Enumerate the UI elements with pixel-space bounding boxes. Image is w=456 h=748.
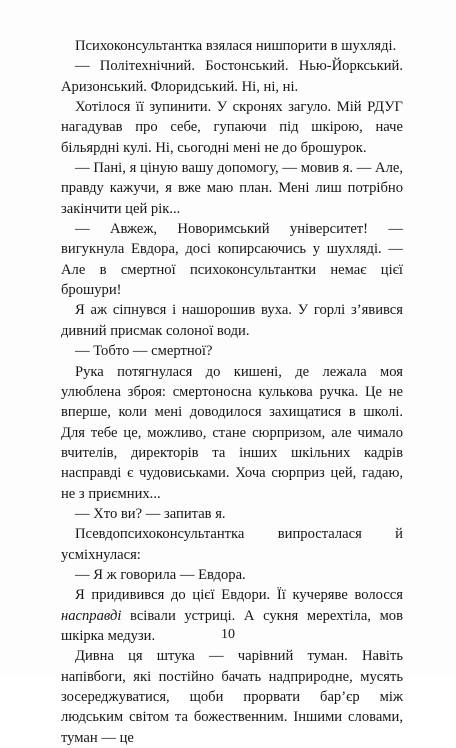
emphasized-word: насправді [61,607,122,624]
paragraph-text: Я придивився до цієї Евдори. Її кучеряве волосся [75,587,403,604]
paragraph: Психоконсультантка взялася нишпорити в шухляді. [75,38,397,54]
page-number: 10 [221,627,235,642]
paragraph: Дивна ця штука — чарівний туман. Навіть напівбоги, які постійно бачать надприродне, мусять зосереджуватися, щоби прорвати бар’єр між людським світом та божественним. Іншими словами, туман — це [61,648,403,746]
paragraph: — Тобто — смертної? [75,343,213,360]
paragraph-text: всівали устриці. А сукня мерехтіла, мов шкірка медузи. [61,607,403,644]
paragraph: — Хто ви? — запитав я. [75,505,226,522]
paragraph: Хотілося її зупинити. У скронях загуло. Мій РДУГ нагадував про себе, гупаючи під шкірою, наче більярдні кулі. Ні, сьогодні мені не до брошурок. [61,99,403,156]
paragraph: Рука потягнулася до кишені, де лежала моя улюблена зброя: смертоносна кулькова ручка. Це не вперше, коли мені доводилося захищатися в школі. Для тебе це, можливо, стане сюрпризом, але чимало вчителів, директорів та інших шкільних кадрів насправді є чудовиськами. Хоча сюрприз цей, гадаю, не з приємних... [61,363,403,502]
paragraph: — Політехнічний. Бостонський. Нью-Йоркський. Аризонський. Флоридський. Ні, ні, ні. [61,58,403,95]
paragraph: — Пані, я ціную вашу допомогу, — мовив я. — Але, правду кажучи, я вже маю план. Мені лиш потрібно закінчити цей рік... [61,160,403,217]
paragraph: — Я ж говорила — Евдора. [75,566,246,583]
paragraph: Я аж сіпнувся і нашорошив вуха. У горлі з’явився дивний присмак солоної води. [61,302,403,339]
paragraph: — Авжеж, Новоримський університет! — вигукнула Евдора, досі копирсаючись у шухляді. — Але в смертної психоконсультантки немає цієї брошури! [61,221,403,299]
paragraph: Псевдопсихоконсультантка випросталася й усміхнулася: [61,526,403,563]
